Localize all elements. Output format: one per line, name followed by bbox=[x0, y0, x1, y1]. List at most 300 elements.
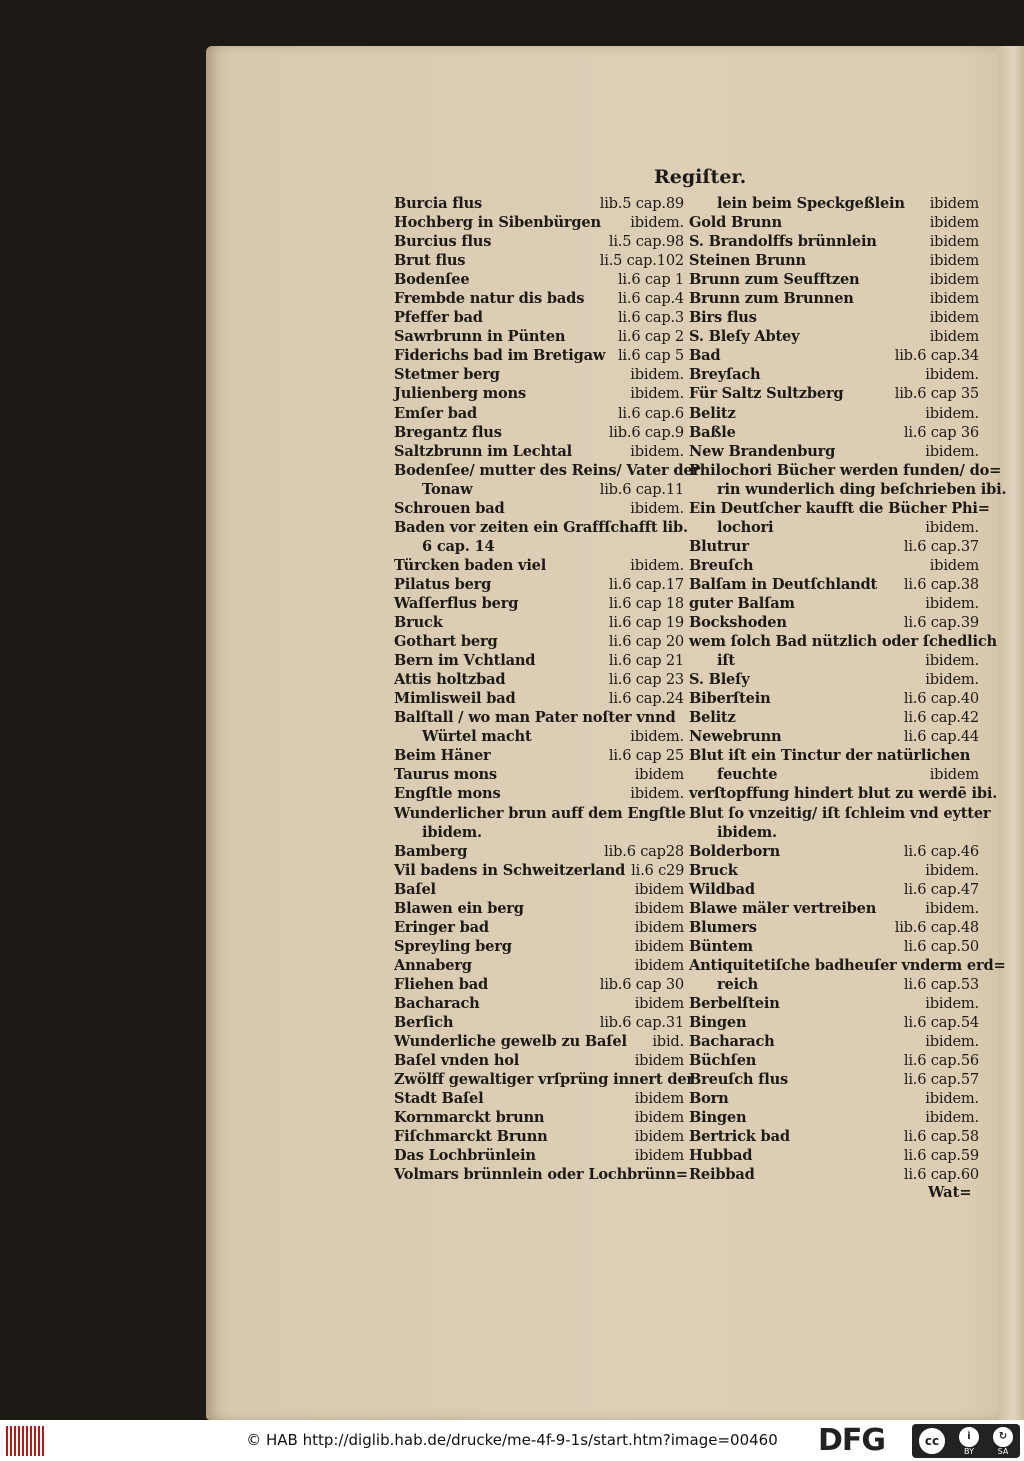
entry-reference: li.6 cap.40 bbox=[903, 690, 979, 708]
entry-reference: li.6 cap.17 bbox=[608, 575, 684, 593]
entry-term: Bingen bbox=[689, 1109, 747, 1127]
register-entry bbox=[689, 346, 979, 365]
register-entry bbox=[394, 1070, 694, 1089]
register-entry bbox=[689, 518, 979, 537]
entry-term: Bacharach bbox=[394, 994, 480, 1012]
entry-term: Beim Häner bbox=[394, 747, 491, 765]
register-entry bbox=[689, 423, 979, 442]
register-entry bbox=[689, 213, 979, 232]
entry-reference: ibid. bbox=[652, 1033, 684, 1051]
entry-term: ibidem. bbox=[717, 823, 777, 841]
entry-reference: ibidem bbox=[634, 937, 684, 955]
entry-reference bbox=[990, 804, 996, 823]
entry-term: Baſel vnden hol bbox=[394, 1052, 520, 1070]
entry-term: Ein Deutſcher kaufft die Bücher Phi= bbox=[689, 499, 990, 517]
entry-term: Burcia flus bbox=[394, 195, 483, 212]
register-entry bbox=[689, 327, 979, 346]
register-entry bbox=[394, 1032, 684, 1051]
entry-term: Philochori Bücher werden funden/ do= bbox=[689, 461, 1002, 479]
entry-term: Blawe mäler vertreiben bbox=[689, 899, 877, 917]
entry-reference: ibidem bbox=[634, 1128, 684, 1146]
cc-icon: cc bbox=[919, 1428, 945, 1454]
register-entry bbox=[394, 994, 684, 1013]
entry-reference: li.6 cap 5 bbox=[617, 347, 684, 365]
register-entry bbox=[394, 1013, 684, 1032]
entry-term: Biberſtein bbox=[689, 690, 771, 708]
dfg-logo: DFG bbox=[818, 1423, 886, 1458]
register-entry bbox=[394, 1165, 688, 1184]
register-entry bbox=[394, 613, 684, 632]
entry-reference: ibidem bbox=[929, 290, 979, 308]
entry-reference: lib.6 cap 30 bbox=[599, 975, 684, 993]
entry-reference bbox=[678, 537, 684, 556]
register-entry bbox=[689, 1108, 979, 1127]
register-entry bbox=[689, 442, 979, 461]
entry-reference: ibidem. bbox=[630, 214, 684, 232]
entry-reference: lib.5 cap.89 bbox=[599, 195, 684, 212]
register-entry bbox=[689, 251, 979, 270]
register-entry bbox=[394, 708, 684, 727]
entry-term: S. Brandolffs brünnlein bbox=[689, 233, 877, 251]
entry-reference: li.6 cap.38 bbox=[903, 575, 979, 593]
entry-term: Belitz bbox=[689, 709, 736, 727]
entry-term: Fiſchmarckt Brunn bbox=[394, 1128, 548, 1146]
entry-reference: li.6 cap.47 bbox=[903, 880, 979, 898]
cc-license-badge[interactable] bbox=[912, 1424, 1020, 1458]
register-entry bbox=[394, 346, 684, 365]
entry-term: Bregantz flus bbox=[394, 423, 502, 441]
entry-reference: li.6 cap.58 bbox=[903, 1128, 979, 1146]
entry-reference: ibidem bbox=[929, 214, 979, 232]
entry-term: Sawrbrunn in Pünten bbox=[394, 328, 566, 346]
register-entry bbox=[689, 956, 1006, 975]
entry-term: Belitz bbox=[689, 404, 736, 422]
register-entry bbox=[394, 442, 684, 461]
entry-reference: ibidem bbox=[634, 1090, 684, 1108]
entry-term: Antiquitetiſche badheuſer vnderm erd= bbox=[689, 956, 1006, 974]
entry-term: Bruck bbox=[689, 861, 738, 879]
register-entry bbox=[689, 670, 979, 689]
entry-reference: lib.6 cap.9 bbox=[608, 423, 684, 441]
entry-reference: ibidem. bbox=[925, 1033, 979, 1051]
register-entry bbox=[689, 404, 979, 423]
sa-icon: ↻ bbox=[993, 1427, 1013, 1447]
register-entry bbox=[394, 384, 684, 403]
register-entry bbox=[689, 308, 979, 327]
register-entry bbox=[394, 861, 684, 880]
register-entry bbox=[394, 594, 684, 613]
entry-reference: li.6 cap.42 bbox=[903, 709, 979, 727]
entry-reference: ibidem bbox=[634, 956, 684, 974]
entry-term: Waſſerflus berg bbox=[394, 594, 519, 612]
entry-reference: ibidem. bbox=[925, 366, 979, 384]
entry-reference: li.6 cap.46 bbox=[903, 842, 979, 860]
entry-reference: ibidem. bbox=[925, 899, 979, 917]
entry-reference: ibidem bbox=[634, 1052, 684, 1070]
register-entry bbox=[394, 480, 684, 499]
register-entry bbox=[394, 1089, 684, 1108]
entry-reference: li.5 cap.98 bbox=[608, 233, 684, 251]
entry-term: Wunderliche gewelb zu Baſel bbox=[394, 1033, 627, 1051]
entry-reference: ibidem. bbox=[925, 442, 979, 460]
register-entry bbox=[394, 842, 684, 861]
entry-reference: ibidem. bbox=[630, 785, 684, 803]
register-entry bbox=[394, 918, 684, 937]
entry-term: Blawen ein berg bbox=[394, 899, 524, 917]
register-entry bbox=[394, 365, 684, 384]
entry-term: Blumers bbox=[689, 918, 757, 936]
entry-reference: li.6 cap.56 bbox=[903, 1052, 979, 1070]
entry-reference: lib.6 cap.31 bbox=[599, 1014, 684, 1032]
register-entry bbox=[689, 880, 979, 899]
entry-term: Tonaw bbox=[422, 480, 473, 498]
register-entry bbox=[689, 537, 979, 556]
entry-reference bbox=[1001, 461, 1007, 480]
entry-reference: ibidem. bbox=[925, 671, 979, 689]
entry-reference: lib.6 cap.11 bbox=[599, 480, 684, 498]
entry-term: Das Lochbrünlein bbox=[394, 1147, 536, 1165]
entry-term: Breyſach bbox=[689, 366, 761, 384]
entry-term: S. Bleſy bbox=[689, 671, 750, 689]
entry-term: Stadt Baſel bbox=[394, 1090, 484, 1108]
entry-term: verſtopffung hindert blut zu werdē ibi. bbox=[689, 785, 998, 803]
entry-term: Wildbad bbox=[689, 880, 755, 898]
register-entry bbox=[689, 651, 979, 670]
entry-reference: ibidem bbox=[929, 328, 979, 346]
entry-reference bbox=[973, 823, 979, 842]
entry-term: Eringer bad bbox=[394, 918, 489, 936]
entry-reference: lib.6 cap 35 bbox=[894, 385, 979, 403]
entry-reference: ibidem bbox=[929, 233, 979, 251]
register-entry bbox=[689, 232, 979, 251]
register-entry bbox=[394, 213, 684, 232]
entry-reference: li.6 cap.60 bbox=[903, 1166, 979, 1184]
copyright-link[interactable]: © HAB http://diglib.hab.de/drucke/me-4f-9-1s/start.htm?image=00460 bbox=[246, 1431, 778, 1449]
register-entry bbox=[689, 1127, 979, 1146]
entry-term: feuchte bbox=[717, 766, 778, 784]
entry-term: Engſtle mons bbox=[394, 785, 501, 803]
entry-term: Balſtall / wo man Pater noſter vnnd bbox=[394, 709, 676, 727]
register-entry bbox=[394, 937, 684, 956]
entry-term: Julienberg mons bbox=[394, 385, 526, 403]
entry-reference: li.6 cap.6 bbox=[617, 404, 684, 422]
entry-reference: li.6 cap.50 bbox=[903, 937, 979, 955]
register-entry bbox=[689, 194, 979, 213]
entry-reference: ibidem. bbox=[630, 442, 684, 460]
register-entry bbox=[689, 556, 979, 575]
register-entry bbox=[689, 575, 979, 594]
entry-term: Blutrur bbox=[689, 537, 749, 555]
entry-reference: ibidem. bbox=[925, 404, 979, 422]
register-entry bbox=[689, 1146, 979, 1165]
entry-term: Birs flus bbox=[689, 309, 757, 327]
entry-reference: ibidem bbox=[929, 766, 979, 784]
register-entry bbox=[394, 670, 684, 689]
register-entry bbox=[689, 746, 979, 765]
entry-reference: ibidem bbox=[634, 880, 684, 898]
entry-reference: ibidem. bbox=[630, 499, 684, 517]
register-entry bbox=[394, 880, 684, 899]
entry-term: Brunn zum Seufftzen bbox=[689, 271, 860, 289]
entry-term: Brut flus bbox=[394, 252, 466, 270]
register-entry bbox=[394, 746, 684, 765]
register-entry bbox=[689, 708, 979, 727]
register-entry bbox=[689, 480, 1007, 499]
entry-term: Fliehen bad bbox=[394, 975, 488, 993]
entry-reference bbox=[678, 708, 684, 727]
register-entry bbox=[394, 651, 684, 670]
entry-reference: ibidem bbox=[634, 899, 684, 917]
entry-term: Schrouen bad bbox=[394, 499, 505, 517]
hab-logo-icon bbox=[6, 1426, 48, 1456]
entry-term: Brunn zum Brunnen bbox=[689, 290, 854, 308]
entry-reference: ibidem bbox=[634, 994, 684, 1012]
entry-term: Büchſen bbox=[689, 1052, 757, 1070]
register-entry bbox=[689, 461, 1002, 480]
entry-reference: ibidem bbox=[929, 195, 979, 212]
entry-term: wem ſolch Bad nützlich oder ſchedlich bbox=[689, 633, 997, 651]
register-entry bbox=[689, 727, 979, 746]
entry-reference: ibidem bbox=[634, 918, 684, 936]
register-entry bbox=[394, 1127, 684, 1146]
entry-term: Volmars brünnlein oder Lochbrünn= bbox=[394, 1166, 688, 1184]
register-entry bbox=[689, 918, 979, 937]
register-entry bbox=[394, 689, 684, 708]
register-entry bbox=[689, 994, 979, 1013]
entry-term: Stetmer berg bbox=[394, 366, 500, 384]
entry-reference: ibidem bbox=[634, 766, 684, 784]
register-entry bbox=[689, 384, 979, 403]
entry-reference: ibidem bbox=[929, 252, 979, 270]
register-entry bbox=[689, 1070, 979, 1089]
entry-reference: li.6 cap.3 bbox=[617, 309, 684, 327]
register-entry bbox=[689, 765, 979, 784]
register-entry bbox=[689, 689, 979, 708]
register-entry bbox=[394, 975, 684, 994]
page-edge bbox=[998, 46, 1024, 1420]
entry-reference bbox=[990, 499, 996, 518]
entry-term: Baden vor zeiten ein Graffſchafft lib. bbox=[394, 518, 688, 536]
entry-term: Taurus mons bbox=[394, 766, 497, 784]
entry-reference: li.6 cap 23 bbox=[608, 671, 684, 689]
page-header: Regiſter. bbox=[654, 166, 747, 188]
register-entry bbox=[394, 251, 684, 270]
entry-reference: ibidem. bbox=[925, 652, 979, 670]
entry-term: Newebrunn bbox=[689, 728, 782, 746]
register-entry bbox=[394, 1108, 684, 1127]
entry-term: Baſel bbox=[394, 880, 436, 898]
entry-term: rin wunderlich ding beſchrieben ibi. bbox=[717, 480, 1007, 498]
entry-reference: li.6 cap 20 bbox=[608, 633, 684, 651]
entry-term: Reibbad bbox=[689, 1166, 755, 1184]
register-column-right bbox=[689, 194, 1007, 1184]
entry-term: S. Bleſy Abtey bbox=[689, 328, 800, 346]
entry-term: Balſam in Deutſchlandt bbox=[689, 575, 878, 593]
register-entry bbox=[689, 937, 979, 956]
register-entry bbox=[394, 499, 684, 518]
register-entry bbox=[394, 823, 684, 842]
register-entry bbox=[689, 842, 979, 861]
entry-reference: li.6 cap.44 bbox=[903, 728, 979, 746]
register-entry bbox=[689, 1051, 979, 1070]
register-entry bbox=[689, 594, 979, 613]
entry-term: Bamberg bbox=[394, 842, 468, 860]
entry-term: Berbelſtein bbox=[689, 994, 780, 1012]
entry-term: Bodenſee/ mutter des Reins/ Vater der bbox=[394, 461, 701, 479]
entry-reference: ibidem. bbox=[925, 518, 979, 536]
entry-term: Emſer bad bbox=[394, 404, 477, 422]
entry-term: Berſich bbox=[394, 1014, 454, 1032]
entry-term: Baßle bbox=[689, 423, 736, 441]
entry-term: 6 cap. 14 bbox=[422, 537, 495, 555]
register-entry bbox=[394, 289, 684, 308]
entry-term: Kornmarckt brunn bbox=[394, 1109, 545, 1127]
entry-reference bbox=[678, 823, 684, 842]
entry-reference: ibidem. bbox=[925, 994, 979, 1012]
entry-term: Mimlisweil bad bbox=[394, 690, 516, 708]
entry-term: Bruck bbox=[394, 614, 443, 632]
register-entry bbox=[689, 270, 979, 289]
entry-term: Bingen bbox=[689, 1014, 747, 1032]
register-entry bbox=[394, 556, 684, 575]
entry-reference: li.6 cap.39 bbox=[903, 614, 979, 632]
entry-term: Bern im Vchtland bbox=[394, 652, 536, 670]
entry-term: Hochberg in Sibenbürgen bbox=[394, 214, 601, 232]
entry-reference bbox=[973, 746, 979, 765]
entry-term: Born bbox=[689, 1090, 729, 1108]
register-entry bbox=[689, 289, 979, 308]
entry-term: Vil badens in Schweitzerland bbox=[394, 861, 626, 879]
entry-term: Breuſch flus bbox=[689, 1071, 789, 1089]
entry-reference bbox=[997, 784, 1003, 803]
register-entry bbox=[394, 327, 684, 346]
entry-term: reich bbox=[717, 975, 759, 993]
register-entry bbox=[394, 194, 684, 213]
entry-term: lein beim Speckgeßlein bbox=[717, 195, 905, 212]
entry-term: Gold Brunn bbox=[689, 214, 782, 232]
entry-term: Frembde natur dis bads bbox=[394, 290, 585, 308]
entry-term: Attis holtzbad bbox=[394, 671, 506, 689]
entry-reference: ibidem. bbox=[630, 556, 684, 574]
register-column-left bbox=[394, 194, 701, 1184]
register-entry bbox=[689, 1013, 979, 1032]
register-entry bbox=[394, 461, 701, 480]
entry-reference bbox=[997, 632, 1003, 651]
entry-term: Blut ſo vnzeitig/ iſt ſchleim vnd eytter bbox=[689, 804, 991, 822]
entry-term: Bertrick bad bbox=[689, 1128, 790, 1146]
sa-label: SA bbox=[997, 1446, 1009, 1456]
entry-reference: li.6 c29 bbox=[631, 861, 685, 879]
entry-reference: ibidem. bbox=[630, 366, 684, 384]
entry-term: Bacharach bbox=[689, 1033, 775, 1051]
entry-reference: lib.6 cap28 bbox=[604, 842, 684, 860]
entry-reference: lib.6 cap.48 bbox=[894, 918, 979, 936]
entry-term: Für Saltz Sultzberg bbox=[689, 385, 844, 403]
entry-reference: li.6 cap 25 bbox=[608, 747, 684, 765]
entry-reference: ibidem. bbox=[925, 861, 979, 879]
register-entry bbox=[689, 861, 979, 880]
entry-term: Blut iſt ein Tinctur der natürlichen bbox=[689, 747, 971, 765]
entry-reference: li.6 cap 18 bbox=[608, 594, 684, 612]
register-entry bbox=[394, 765, 684, 784]
by-label: BY bbox=[964, 1446, 974, 1456]
entry-reference: li.6 cap 2 bbox=[617, 328, 684, 346]
entry-reference: li.6 cap 1 bbox=[617, 271, 684, 289]
entry-reference: ibidem bbox=[634, 1109, 684, 1127]
entry-term: Gothart berg bbox=[394, 633, 498, 651]
register-entry bbox=[394, 784, 684, 803]
entry-reference: li.5 cap.102 bbox=[599, 252, 684, 270]
entry-term: Büntem bbox=[689, 937, 753, 955]
register-entry bbox=[394, 1051, 684, 1070]
entry-term: Annaberg bbox=[394, 956, 472, 974]
entry-reference: ibidem bbox=[634, 1147, 684, 1165]
entry-reference: li.6 cap.37 bbox=[903, 537, 979, 555]
register-entry bbox=[394, 804, 684, 823]
entry-term: Breuſch bbox=[689, 556, 754, 574]
register-entry bbox=[689, 975, 979, 994]
entry-term: Pilatus berg bbox=[394, 575, 492, 593]
entry-term: Bodenſee bbox=[394, 271, 470, 289]
register-entry bbox=[689, 1089, 979, 1108]
entry-term: iſt bbox=[717, 652, 735, 670]
entry-term: Spreyling berg bbox=[394, 937, 512, 955]
entry-reference: lib.6 cap.34 bbox=[894, 347, 979, 365]
entry-reference: li.6 cap 36 bbox=[903, 423, 979, 441]
entry-reference: ibidem bbox=[929, 271, 979, 289]
register-entry bbox=[689, 632, 997, 651]
entry-reference bbox=[1006, 480, 1012, 499]
entry-term: Bad bbox=[689, 347, 721, 365]
register-entry bbox=[689, 1165, 979, 1184]
entry-reference: ibidem bbox=[929, 556, 979, 574]
register-entry bbox=[394, 518, 688, 537]
entry-term: Wunderlicher brun auff dem Engſtle bbox=[394, 804, 686, 822]
entry-reference: li.6 cap 21 bbox=[608, 652, 684, 670]
register-entry bbox=[394, 956, 684, 975]
entry-term: Hubbad bbox=[689, 1147, 753, 1165]
entry-reference: ibidem. bbox=[630, 728, 684, 746]
register-entry bbox=[689, 784, 998, 803]
register-entry bbox=[394, 727, 684, 746]
register-entry bbox=[689, 613, 979, 632]
register-entry bbox=[394, 632, 684, 651]
entry-reference: ibidem. bbox=[925, 1090, 979, 1108]
entry-reference: li.6 cap 19 bbox=[608, 614, 684, 632]
entry-term: ibidem. bbox=[422, 823, 482, 841]
register-entry bbox=[394, 1146, 684, 1165]
entry-reference: li.6 cap.54 bbox=[903, 1014, 979, 1032]
entry-reference: li.6 cap.24 bbox=[608, 690, 684, 708]
entry-term: Pfeffer bad bbox=[394, 309, 483, 327]
register-entry bbox=[394, 899, 684, 918]
register-entry bbox=[394, 575, 684, 594]
register-entry bbox=[394, 308, 684, 327]
entry-reference bbox=[1006, 956, 1012, 975]
by-icon: i bbox=[959, 1427, 979, 1447]
register-entry bbox=[689, 823, 979, 842]
entry-term: Bockshoden bbox=[689, 614, 787, 632]
entry-term: Steinen Brunn bbox=[689, 252, 806, 270]
entry-reference: li.6 cap.53 bbox=[903, 975, 979, 993]
entry-reference: li.6 cap.4 bbox=[617, 290, 684, 308]
entry-term: Fiderichs bad im Bretigaw bbox=[394, 347, 606, 365]
register-entry bbox=[689, 499, 990, 518]
entry-term: Würtel macht bbox=[422, 728, 532, 746]
entry-reference: ibidem bbox=[929, 309, 979, 327]
register-entry bbox=[394, 537, 684, 556]
entry-reference: li.6 cap.59 bbox=[903, 1147, 979, 1165]
